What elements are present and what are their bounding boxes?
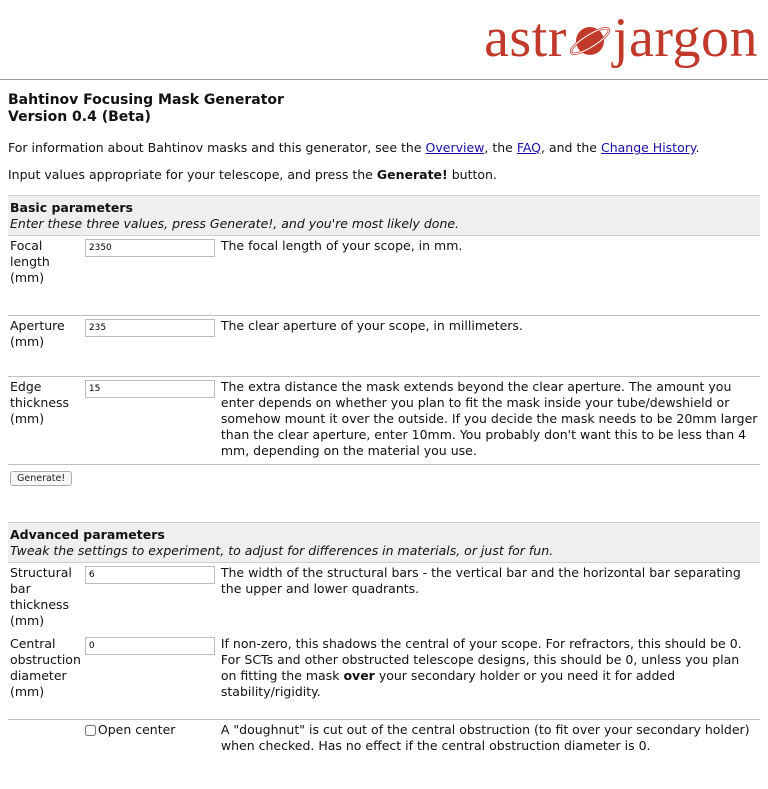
page-version: Version 0.4 (Beta) — [8, 109, 151, 125]
basic-section-title: Basic parameters — [10, 200, 133, 215]
open-center-description: A "doughnut" is cut out of the central obstruction (to fit over your secondary holder) when checked. Has no effect if the central obstruction diameter is 0. — [220, 722, 750, 753]
focal-length-label: Focal length (mm) — [10, 238, 50, 285]
focal-length-description: The focal length of your scope, in mm. — [220, 238, 463, 253]
generate-row — [8, 464, 760, 492]
aperture-input[interactable] — [85, 319, 215, 337]
instructions-text — [8, 167, 760, 183]
advanced-section-subtitle: Tweak the settings to experiment, to adjust for differences in materials, or just for fun. — [10, 542, 554, 558]
header-divider — [0, 79, 768, 80]
faq-link[interactable]: FAQ — [516, 140, 542, 155]
aperture-label: Aperture (mm) — [10, 317, 65, 349]
open-center-option[interactable] — [85, 722, 176, 738]
parameters-table — [8, 195, 760, 756]
central-obstruction-description — [219, 634, 760, 718]
open-center-label: Open center — [97, 722, 176, 737]
overview-link[interactable]: Overview — [425, 140, 485, 155]
intro-prefix: For information about Bahtinov masks and this generator, see the — [8, 140, 426, 155]
structural-bar-row — [8, 562, 760, 634]
central-obstruction-row — [8, 634, 760, 718]
central-obstruction-input[interactable] — [85, 637, 215, 655]
open-center-row — [8, 720, 760, 757]
structural-bar-description: The width of the structural bars - the vertical bar and the horizontal bar separating the upper and lower quadrants. — [220, 564, 741, 596]
open-center-checkbox[interactable] — [85, 725, 96, 736]
page-title-text: Bahtinov Focusing Mask Generator — [8, 92, 284, 108]
basic-section-subtitle: Enter these three values, press Generate!, and you're most likely done. — [10, 216, 460, 231]
intro-mid2: , and the — [541, 140, 601, 155]
intro-mid1: , the — [484, 140, 517, 155]
aperture-row — [8, 315, 760, 375]
focal-length-row — [8, 236, 760, 314]
advanced-section-header — [8, 522, 760, 562]
section-spacer — [8, 492, 760, 523]
instructions-bold: Generate! — [376, 167, 448, 182]
edge-thickness-input[interactable] — [85, 380, 215, 398]
intro-suffix: . — [695, 140, 700, 155]
basic-section-header — [8, 196, 760, 236]
logo-text-start: astr — [484, 7, 567, 69]
planet-logo-icon — [567, 20, 613, 60]
structural-bar-input[interactable] — [85, 566, 215, 584]
site-logo[interactable] — [484, 6, 758, 70]
site-header — [0, 0, 768, 72]
edge-thickness-label: Edge thickness (mm) — [10, 379, 70, 426]
edge-thickness-row — [8, 377, 760, 463]
focal-length-input[interactable] — [85, 239, 215, 257]
logo-text-end: jargon — [612, 7, 758, 69]
instructions-suffix: button. — [447, 167, 497, 182]
advanced-section-title: Advanced parameters — [10, 526, 165, 542]
instructions-prefix: Input values appropriate for your telescope, and press the — [8, 167, 377, 182]
generate-button[interactable]: Generate! — [10, 471, 72, 486]
central-obstruction-label: Central obstruction diameter (mm) — [10, 636, 81, 699]
central-desc-bold: over — [343, 668, 375, 683]
intro-text — [8, 140, 760, 156]
change-history-link[interactable]: Change History — [600, 140, 696, 155]
central-desc-b: your secondary holder or you need it for added stability/rigidity. — [220, 668, 676, 699]
structural-bar-label: Structural bar thickness (mm) — [10, 564, 72, 628]
aperture-description: The clear aperture of your scope, in millimeters. — [220, 317, 523, 333]
edge-thickness-description: The extra distance the mask extends beyond the clear aperture. The amount you enter depends on whether you plan to fit the mask inside your tube/dewshield or somehow mount it over the outside. If you decide the mask needs to be 20mm larger than the clear aperture, enter 10mm. You probably don't want this to be less than 4 mm, depending on the material you use. — [220, 379, 758, 458]
page-title — [8, 92, 760, 126]
main-content — [8, 92, 760, 756]
central-desc-a: If non-zero, this shadows the central of your scope. For refractors, this should be 0. For SCTs and other obstructed telescope designs, this should be 0, unless you plan on fitting the mask — [220, 636, 742, 683]
